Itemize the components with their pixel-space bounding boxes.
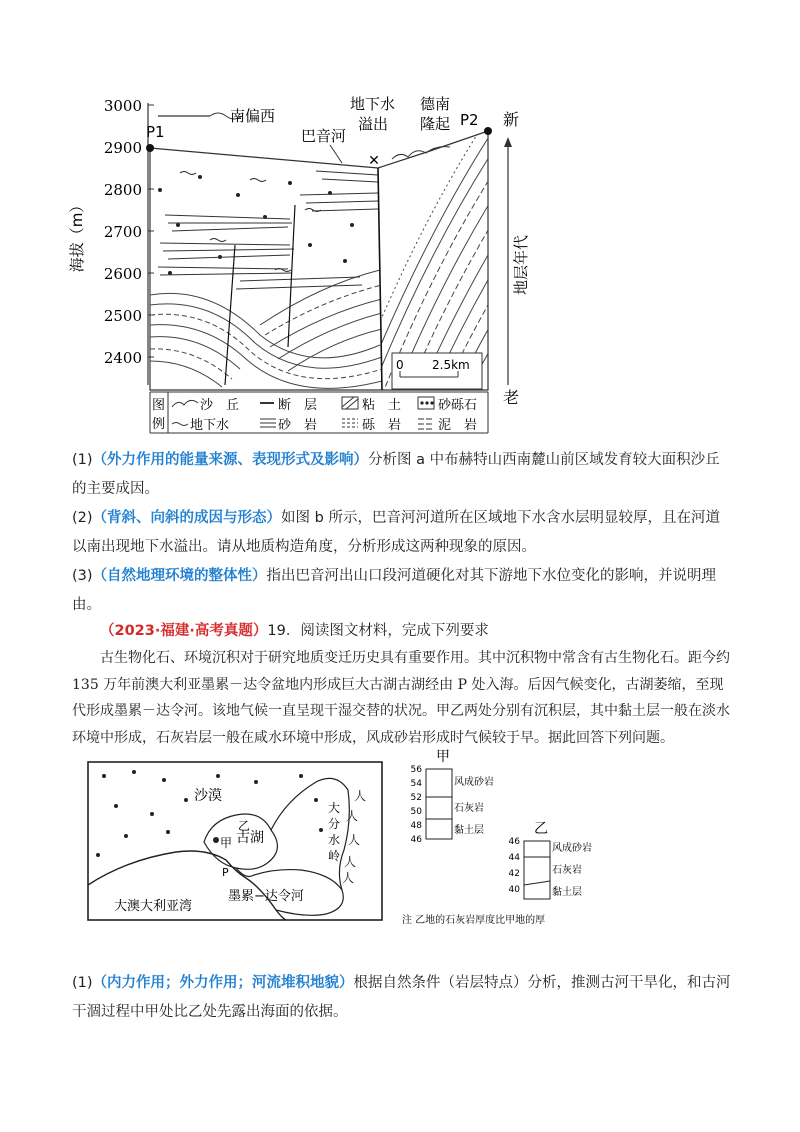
legend-sandstone: 砂 岩	[278, 418, 318, 433]
question-2	[72, 504, 732, 562]
col-jia-layer: 风成砂岩	[454, 777, 494, 788]
question-tag: （自然地理环境的整体性）	[92, 568, 267, 584]
question-text: 如图 b 所示，巴音河河道所在区域地下水含水层明显较厚，且在河道以南出现地下水溢出。请从地质构造角度，分析形成这两种现象的原因。	[72, 510, 720, 555]
strata-columns	[396, 745, 646, 935]
legend-gravel: 砂砾石	[438, 398, 478, 413]
svg-text:人: 人	[354, 789, 367, 803]
col-yi-layer: 石灰岩	[552, 865, 582, 876]
overflow-label: 溢出	[358, 115, 389, 133]
legend-groundwater: 地下水	[190, 418, 230, 433]
col-jia-tick: 56	[410, 765, 422, 775]
legend-fault: 断 层	[278, 398, 318, 413]
question-1	[72, 446, 732, 504]
legend-head: 例	[152, 417, 166, 432]
q19-head: 19．阅读图文材料，完成下列要求	[267, 623, 489, 639]
era-new: 新	[503, 110, 520, 129]
uplift-label: 隆起	[420, 115, 451, 133]
svg-text:人: 人	[342, 871, 355, 885]
p1-point	[146, 144, 154, 152]
y-tick: 2500	[103, 307, 142, 325]
question-number: (1)	[72, 452, 93, 468]
col-yi-layer: 黏土层	[552, 887, 582, 898]
y-tick: 3000	[103, 97, 142, 115]
scale-zero: 0	[396, 358, 404, 372]
legend-conglomerate: 砾 岩	[362, 418, 402, 433]
legend-clay: 粘 土	[362, 398, 402, 413]
map-bay: 大澳大利亚湾	[114, 899, 193, 914]
y-axis-label: 海拔（m）	[68, 197, 86, 273]
source-tag: （2023·福建·高考真题）	[100, 623, 268, 639]
col-jia-tick: 48	[410, 821, 422, 831]
question-tag: （外力作用的能量来源、表现形式及影响）	[92, 452, 369, 468]
geologic-cross-section	[60, 85, 540, 440]
y-tick: 2800	[103, 181, 142, 199]
australia-basin-map	[86, 760, 386, 925]
uplift-label: 德南	[420, 95, 451, 113]
question-tag: （背斜、向斜的成因与形态）	[92, 510, 282, 526]
col-yi-tick: 42	[508, 869, 520, 879]
col-jia-tick: 50	[410, 807, 422, 817]
direction-label: 南偏西	[230, 107, 276, 125]
question-text: 指出巴音河出山口段河道硬化对其下游地下水位变化的影响，并说明理由。	[72, 568, 717, 613]
col-jia-tick: 54	[410, 779, 422, 789]
col-jia-tick: 46	[410, 835, 422, 845]
map-p: P	[222, 866, 229, 879]
col-yi-tick: 40	[508, 885, 520, 895]
p2-label: P2	[460, 111, 479, 129]
question-tag: （内力作用；外力作用；河流堆积地貌）	[92, 975, 354, 991]
q19-question-1	[72, 969, 732, 1027]
q19-header	[100, 619, 489, 640]
col-jia-layer: 黏土层	[454, 825, 484, 836]
question-number: (2)	[72, 510, 93, 526]
scale-length: 2.5km	[432, 358, 470, 372]
question-number: (1)	[72, 975, 93, 991]
map-lake: 古湖	[236, 830, 264, 846]
svg-text:人: 人	[346, 809, 359, 823]
y-tick: 2700	[103, 223, 142, 241]
y-tick: 2900	[103, 139, 142, 157]
legend-head: 图	[152, 398, 166, 413]
col-jia-tick: 52	[410, 793, 422, 803]
question-text: 根据自然条件（岩层特点）分析，推测古河干旱化，和古河干涸过程中甲处比乙处先露出海面的依据。	[72, 975, 731, 1020]
map-desert: 沙漠	[194, 788, 222, 804]
columns-note: 注 乙地的石灰岩厚度比甲地的厚	[402, 915, 546, 926]
map-river: 墨累−达令河	[228, 889, 304, 904]
legend	[150, 392, 488, 433]
map-divide: 大	[328, 801, 341, 815]
question-number: (3)	[72, 568, 93, 584]
era-label: 地层年代	[512, 234, 530, 296]
question-text: 分析图 a 中布赫特山西南麓山前区域发育较大面积沙丘的主要成因。	[72, 452, 720, 497]
legend-dune: 沙 丘	[200, 398, 240, 413]
map-divide: 分	[328, 817, 341, 831]
col-yi-layer: 风成砂岩	[552, 843, 592, 854]
era-old: 老	[503, 388, 520, 407]
col-yi-tick: 46	[508, 837, 520, 847]
legend-mudstone: 泥 岩	[438, 418, 478, 433]
svg-text:人: 人	[344, 855, 357, 869]
p2-point	[484, 127, 492, 135]
p1-label: P1	[146, 123, 165, 141]
col-yi-title: 乙	[534, 821, 548, 837]
y-tick: 2400	[103, 349, 142, 367]
map-divide: 水	[328, 833, 341, 847]
map-jia: 甲	[220, 836, 233, 850]
overflow-label: 地下水	[350, 95, 396, 113]
y-tick: 2600	[103, 265, 142, 283]
q19-intro: 古生物化石、环境沉积对于研究地质变迁历史具有重要作用。其中沉积物中常含有古生物化石。距今约 135 万年前澳大利亚墨累－达令盆地内形成巨大古湖古湖经由 P 处入海。后因气候变化，古湖萎缩，至现代形成墨累－达令河。该地气候一直呈现干湿交替的状况。甲乙两处分别有沉积层，其中黏土层一般在淡水环境中形成，石灰岩层一般在咸水环境中形成，风成砂岩形成时气候较于早。据此回答下列问题。	[72, 650, 730, 746]
map-yi: 乙	[238, 819, 251, 833]
col-jia-title: 甲	[436, 749, 450, 765]
col-jia-layer: 石灰岩	[454, 803, 484, 814]
overflow-mark: ✕	[368, 153, 380, 169]
river-label: 巴音河	[301, 127, 347, 145]
col-yi-tick: 44	[508, 853, 520, 863]
svg-text:人: 人	[348, 833, 361, 847]
question-3	[72, 562, 732, 620]
map-divide: 岭	[328, 849, 341, 863]
